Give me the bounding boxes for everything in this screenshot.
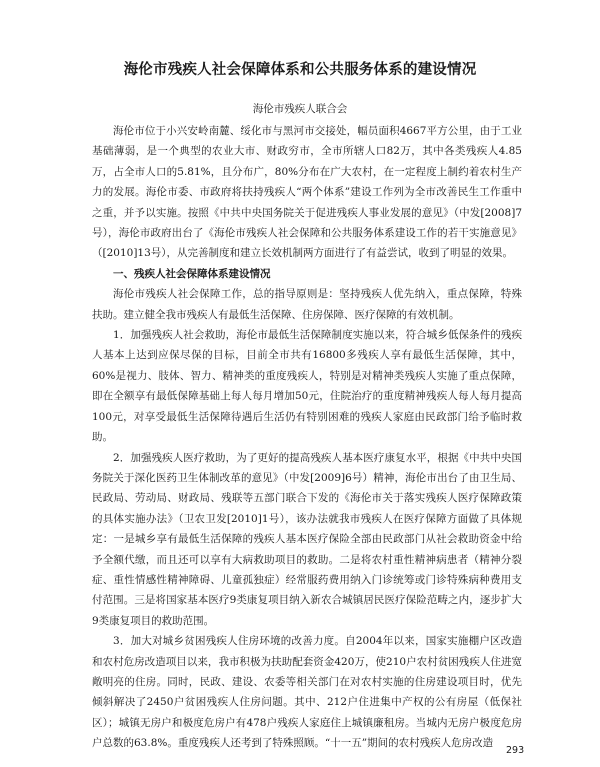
author-line: 海伦市残疾人联合会 xyxy=(252,103,348,115)
paragraph-item-2: 2．加强残疾人医疗救助，为了更好的提高残疾人基本医疗康复水平，根据《中共中央国务院关于深化医药卫生体制改革的意见》（中发[2009]6号）精神，海伦市出台了由卫生局、民政局、劳动局、财政局、残联等五部门联合下发的《海伦市关于落实残疾人医疗保障政策的具体实施办法》（卫农卫发[2010]1号），该办法就我市残疾人在医疗保障方面做了具体规定：一是城乡享有最低生活保障的残疾人基本医疗保险全部由民政部门从社会救助资金中给予全额代缴，而且还可以享有大病救助项目的救助。二是将农村重性精神病患者（精神分裂症、重性情感性精神障碍、儿童孤独症）经常服药费用纳入门诊统筹或门诊特殊病种费用支付范围。三是将国家基本医疗9类康复项目纳入新农合城镇居民医疗保险范畴之内，逐步扩大9类康复项目的救助范围。 xyxy=(92,451,522,627)
paragraph-intro: 海伦市位于小兴安岭南麓、绥化市与黑河市交接处，幅员面积4667平方公里，由于工业基础薄弱，是一个典型的农业大市、财政穷市，全市所辖人口82万，其中各类残疾人4.85万，占全市人口的5.81%，且分布广，80%分布在广大农村，在一定程度上制约着农村生产力的发展。海伦市委、市政府将扶持残疾人“两个体系”建设工作列为全市改善民生工作重中之重，并予以实施。按照《中共中央国务院关于促进残疾人事业发展的意见》（中发[2008]7号），海伦市政府出台了《海伦市残疾人社会保障和公共服务体系建设工作的若干实施意见》（[2010]13号），从完善制度和建立长效机制两方面进行了有益尝试，收到了明显的效果。 xyxy=(92,125,522,260)
page-number: 293 xyxy=(506,745,525,756)
paragraph-item-3: 3．加大对城乡贫困残疾人住房环境的改善力度。自2004年以来，国家实施棚户区改造和农村危房改造项目以来，我市积极为扶助配套资金420万，使210户农村贫困残疾人住进宽敞明亮的住房。同时，民政、建设、农委等相关部门在对农村实施的住房建设项目时，优先倾斜解决了2450户贫困残疾人住房问题。其中、212户住进集中产权的公有房屋（低保社区）；城镇无房户和极度危房户有478户残疾人家庭住上城镇廉租房。当城内无房户极度危房户总数的63.8%。重度残疾人还考到了特殊照顾。“十一五”期间的农村残疾人危房改造 xyxy=(92,635,522,750)
document-body xyxy=(92,121,525,756)
document-title: 海伦市残疾人社会保障体系和公共服务体系的建设情况 xyxy=(123,62,477,78)
section-heading: 一、残疾人社会保障体系建设情况 xyxy=(113,267,271,280)
paragraph-principle: 海伦市残疾人社会保障工作，总的指导原则是：坚持残疾人优先纳入，重点保障，特殊扶助。建立健全我市残疾人有最低生活保障、住房保障、医疗保障的有效机制。 xyxy=(92,288,522,321)
paragraph-item-1: 1．加强残疾人社会救助，海伦市最低生活保障制度实施以来，符合城乡低保条件的残疾人基本上达到应保尽保的目标，目前全市共有16800多残疾人享有最低生活保障，其中，60%是视力、肢体、智力、精神类的重度残疾人，特别是对精神类残疾人实施了重点保障，即在全额享有最低保障基础上每人每月增加50元，住院治疗的重度精神残疾人每人每月提高100元，对享受最低生活保障待遇后生活仍有特别困难的残疾人家庭由民政部门给予临时救助。 xyxy=(92,329,522,444)
